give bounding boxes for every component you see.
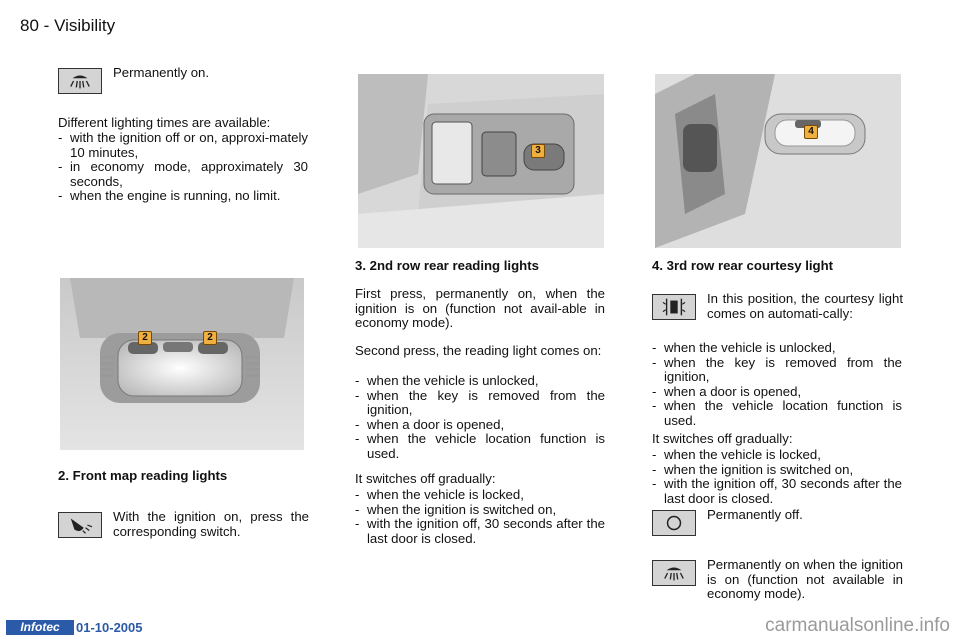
second-row-heading: 3. 2nd row rear reading lights (355, 258, 539, 273)
second-row-off-intro: It switches off gradually: (355, 471, 496, 486)
callout-badge: 2 (203, 331, 217, 345)
list-item: - when the vehicle is unlocked, (652, 341, 902, 356)
lamp-on-icon (652, 560, 696, 586)
lamp-off-icon (652, 510, 696, 536)
permanently-on-ignition-text: Permanently on when the ignition is on (function not available in economy mode). (707, 557, 903, 602)
list-item: - when the ignition is switched on, (355, 503, 605, 518)
permanently-on-text: Permanently on. (113, 65, 210, 80)
third-row-off-conditions (652, 448, 902, 506)
callout-badge: 3 (531, 144, 545, 158)
reading-lamp-icon (58, 512, 102, 538)
third-row-heading: 4. 3rd row rear courtesy light (652, 258, 834, 273)
courtesy-auto-text: In this position, the courtesy light comes on automati-cally: (707, 291, 903, 321)
list-item: - when the vehicle is unlocked, (355, 374, 605, 389)
third-row-light-photo (655, 74, 901, 248)
section-title: Visibility (54, 16, 116, 35)
lighting-times-intro: Different lighting times are available: (58, 115, 271, 130)
second-row-lights-photo (358, 74, 604, 248)
second-row-conditions (355, 374, 605, 462)
list-item: - in economy mode, approximately 30 seconds, (58, 160, 308, 189)
first-press-text: First press, permanently on, when the ignition is on (function not avail-able in economy mode). (355, 286, 605, 331)
list-item: - when the vehicle location function is used. (652, 399, 902, 428)
callout-badge: 4 (804, 125, 818, 139)
second-row-off-conditions (355, 488, 605, 546)
list-item: - when the ignition is switched on, (652, 463, 902, 478)
page-header (20, 16, 115, 36)
header-separator: - (43, 16, 50, 35)
list-item: - with the ignition off or on, approxi-mately 10 minutes, (58, 131, 308, 160)
list-item: - when a door is opened, (652, 385, 902, 400)
list-item: - with the ignition off, 30 seconds after the last door is closed. (652, 477, 902, 506)
infotec-logo: Infotec (6, 620, 74, 635)
page-number: 80 (20, 16, 39, 35)
permanently-off-text: Permanently off. (707, 507, 803, 522)
list-item: - when the vehicle is locked, (355, 488, 605, 503)
list-item: - when the engine is running, no limit. (58, 189, 308, 204)
list-item: - when a door is opened, (355, 418, 605, 433)
footer-date: 01-10-2005 (76, 620, 143, 635)
list-item: - with the ignition off, 30 seconds after the last door is closed. (355, 517, 605, 546)
list-item: - when the vehicle is locked, (652, 448, 902, 463)
lighting-times-list (58, 131, 308, 204)
watermark: carmanualsonline.info (765, 615, 950, 636)
front-map-heading: 2. Front map reading lights (58, 468, 228, 483)
list-item: - when the key is removed from the ignition, (652, 356, 902, 385)
front-map-text: With the ignition on, press the corresponding switch. (113, 509, 309, 539)
third-row-off-intro: It switches off gradually: (652, 431, 793, 446)
front-map-lights-photo (60, 278, 304, 450)
list-item: - when the vehicle location function is used. (355, 432, 605, 461)
second-press-text: Second press, the reading light comes on: (355, 343, 602, 358)
third-row-conditions (652, 341, 902, 429)
callout-badge: 2 (138, 331, 152, 345)
list-item: - when the key is removed from the ignition, (355, 389, 605, 418)
door-lamp-icon (652, 294, 696, 320)
lamp-on-icon (58, 68, 102, 94)
